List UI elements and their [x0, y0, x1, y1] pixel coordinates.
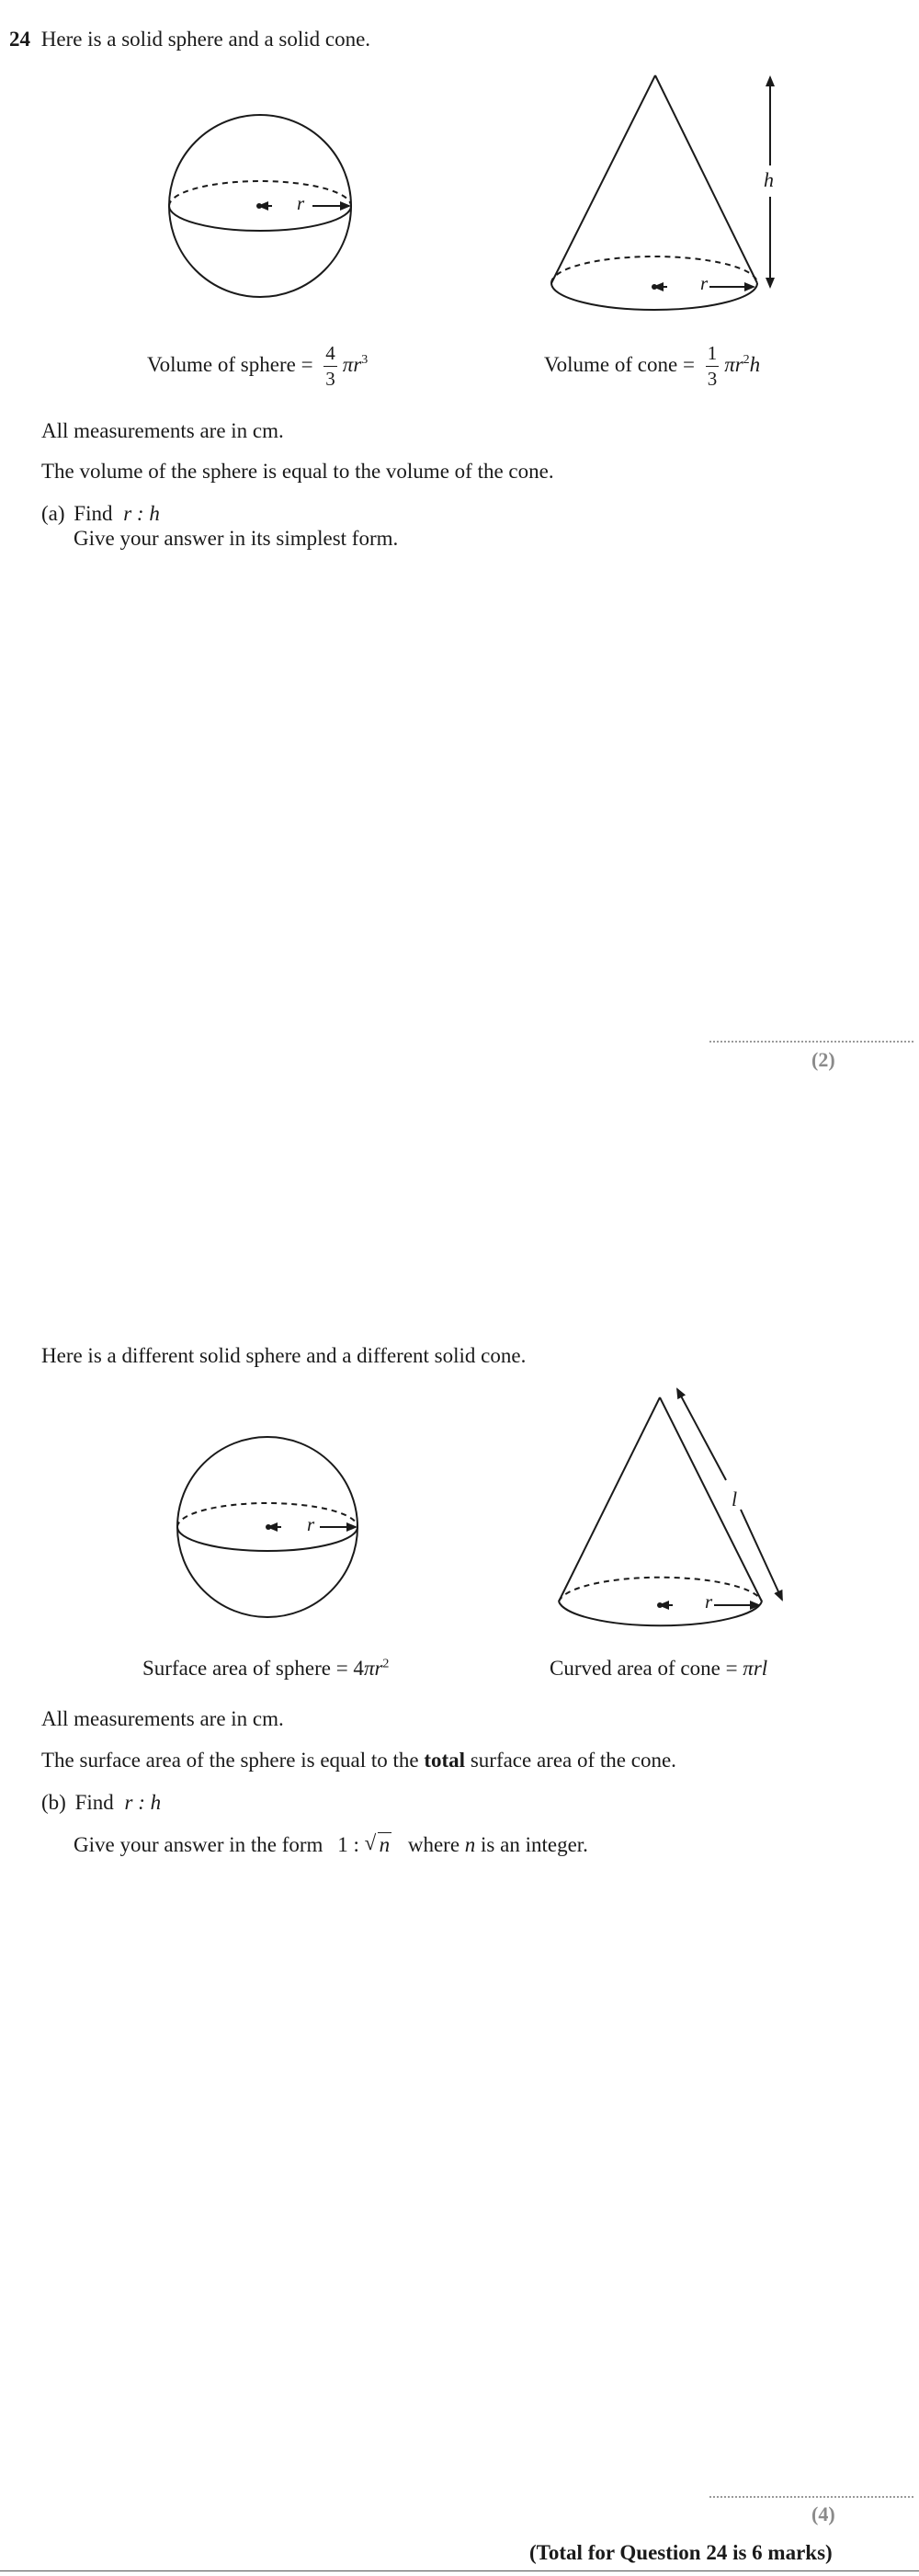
- sphere-a-radius-label: r: [297, 192, 305, 214]
- part-b-instruction: (b) Find r : h: [41, 1791, 162, 1814]
- part-b-answer-line[interactable]: [709, 2496, 913, 2498]
- sphere-b-radius-label: r: [307, 1513, 315, 1535]
- part-b-condition: The surface area of the sphere is equal to the total surface area of the cone.: [41, 1749, 676, 1772]
- part-a-label: (a): [41, 502, 65, 525]
- question-number: 24: [9, 28, 30, 51]
- cone-fraction: $\frac{1}{3}$: [707, 342, 718, 390]
- part-a-ratio: r : h: [123, 502, 160, 525]
- part-b-units-note: All measurements are in cm.: [41, 1707, 284, 1730]
- cone-b-diagram: [559, 1389, 782, 1625]
- part-b-marks: (4): [811, 2502, 835, 2525]
- part-a-units-note: All measurements are in cm.: [41, 419, 284, 442]
- cone-a-height-label: h: [764, 168, 774, 191]
- sqrt-n: √ n: [364, 1831, 391, 1856]
- part-a-marks: (2): [811, 1048, 835, 1071]
- part-a-instruction: (a) Find r : h: [41, 502, 160, 525]
- question-total: (Total for Question 24 is 6 marks): [529, 2541, 833, 2564]
- part-b-ratio: r : h: [124, 1791, 162, 1814]
- bottom-rule: [0, 2570, 919, 2571]
- sphere-fraction: $\frac{4}{3}$: [325, 342, 335, 390]
- cone-curved-area-formula: Curved area of cone = πrl: [550, 1657, 768, 1680]
- cone-volume-formula: Volume of cone = $\frac{1}{3}$ $\pi r^2h$: [544, 342, 761, 390]
- part-a-answer-line[interactable]: [709, 1041, 913, 1043]
- sphere-b-diagram: [177, 1437, 357, 1617]
- question-intro-a: Here is a solid sphere and a solid cone.: [40, 28, 371, 51]
- cone-b-slant-label: l: [732, 1487, 738, 1510]
- part-b-form-instruction: Give your answer in the form 1 : √ n where n is an integer.: [74, 1831, 588, 1856]
- sphere-volume-formula: Volume of sphere = $\frac{4}{3}$ $\pi r^3$: [147, 342, 369, 390]
- part-b-label: (b): [41, 1791, 66, 1814]
- cone-b-radius-label: r: [705, 1590, 713, 1613]
- sphere-surface-formula: Surface area of sphere = $4\pi r^2$: [142, 1657, 390, 1680]
- cone-a-diagram: [551, 75, 770, 310]
- part-a-condition: The volume of the sphere is equal to the volume of the cone.: [41, 460, 554, 483]
- question-intro-b: Here is a different solid sphere and a different solid cone.: [41, 1344, 527, 1367]
- sphere-a-diagram: [169, 115, 351, 297]
- part-a-sub-instruction: Give your answer in its simplest form.: [74, 527, 399, 550]
- cone-a-radius-label: r: [700, 272, 709, 294]
